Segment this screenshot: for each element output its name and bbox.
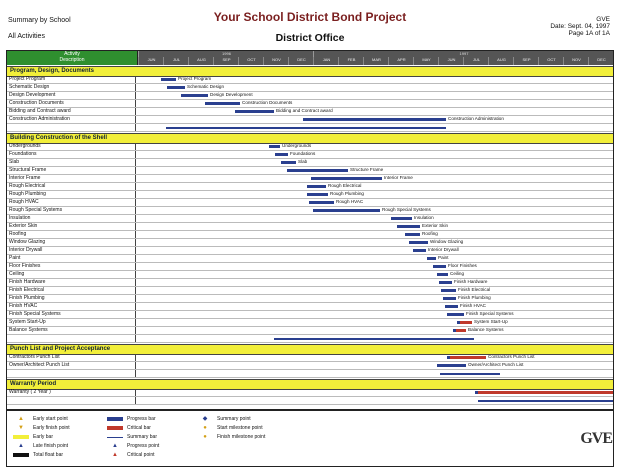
timeline-month: NOV xyxy=(263,57,289,65)
activity-row[interactable] xyxy=(7,84,613,92)
legend-item xyxy=(13,434,53,440)
bar-label: Rough Special Systems xyxy=(382,207,431,212)
progress-point xyxy=(167,86,170,89)
activity-label: Floor Finishes xyxy=(9,263,136,270)
activity-row[interactable] xyxy=(7,167,613,175)
bar-label: Paint xyxy=(438,255,449,260)
progress-point xyxy=(287,169,290,172)
summary-bar xyxy=(440,373,500,375)
activity-row[interactable] xyxy=(7,183,613,191)
section-title: Punch List and Project Acceptance xyxy=(10,346,111,352)
critical-bar[interactable] xyxy=(460,321,472,324)
summary-row xyxy=(7,335,613,343)
activity-label: Owner/Architect Punch List xyxy=(9,362,136,369)
progress-bar[interactable] xyxy=(164,78,176,81)
report-date: Date: Sept. 04, 1997 xyxy=(550,23,610,30)
summary-bar xyxy=(166,127,446,129)
diamond-icon: ◆ xyxy=(202,416,208,422)
bar-label: Design Development xyxy=(210,92,253,97)
activity-label: Ceiling xyxy=(9,271,136,278)
bar-label: Rough Electrical xyxy=(328,183,362,188)
bar-label: Insulation xyxy=(414,215,434,220)
progress-bar[interactable] xyxy=(314,177,382,180)
bar-label: Window Glazing xyxy=(430,239,464,244)
activity-label: Finish Special Systems xyxy=(9,311,136,318)
legend-label: Progress bar xyxy=(127,416,156,422)
progress-point xyxy=(307,193,310,196)
bar-label: Construction Administration xyxy=(448,116,504,121)
activity-header-line2: Description xyxy=(59,57,85,63)
progress-bar[interactable] xyxy=(436,265,446,268)
activity-label: Window Glazing xyxy=(9,239,136,246)
progress-point xyxy=(161,78,164,81)
legend xyxy=(6,410,614,467)
bar-label: Contractors Punch List xyxy=(488,354,535,359)
activity-label: Schematic Design xyxy=(9,84,136,91)
timeline-month: JUL xyxy=(463,57,489,65)
activity-row[interactable] xyxy=(7,295,613,303)
critical-bar[interactable] xyxy=(450,356,486,359)
progress-bar[interactable] xyxy=(408,233,420,236)
line-icon xyxy=(107,437,123,438)
activity-row[interactable] xyxy=(7,303,613,311)
activity-label: Structural Frame xyxy=(9,167,136,174)
bar-label: Construction Documents xyxy=(242,100,293,105)
progress-bar[interactable] xyxy=(316,209,380,212)
critical-bar[interactable] xyxy=(456,329,466,332)
bar-label: Finish Hardware xyxy=(454,279,488,284)
bar-label: Project Program xyxy=(178,76,212,81)
progress-bar[interactable] xyxy=(440,273,448,276)
bar-label: Finish Electrical xyxy=(458,287,491,292)
legend-label: Finish milestone point xyxy=(217,434,266,440)
activity-label: Project Program xyxy=(9,76,136,83)
progress-bar[interactable] xyxy=(290,169,348,172)
activity-row[interactable] xyxy=(7,389,613,397)
timeline-month: AUG xyxy=(488,57,514,65)
bar-label: Interior Drywall xyxy=(428,247,459,252)
activity-row[interactable] xyxy=(7,271,613,279)
bar-label: Balance Systems xyxy=(468,327,504,332)
progress-point xyxy=(413,249,416,252)
bar-label: Roofing xyxy=(422,231,438,236)
progress-point xyxy=(445,305,448,308)
activity-row[interactable] xyxy=(7,247,613,255)
activity-row[interactable] xyxy=(7,76,613,84)
bar-label: Slab xyxy=(298,159,308,164)
legend-label: Summary point xyxy=(217,416,251,422)
activity-row[interactable] xyxy=(7,255,613,263)
activity-row[interactable] xyxy=(7,151,613,159)
bar-label: Rough Plumbing xyxy=(330,191,364,196)
legend-item xyxy=(13,416,68,422)
bar-icon xyxy=(13,435,29,439)
progress-bar[interactable] xyxy=(416,249,426,252)
summary-row xyxy=(7,370,613,378)
activity-label: Roofing xyxy=(9,231,136,238)
timeline-month: JUN xyxy=(438,57,464,65)
summary-bar xyxy=(274,338,474,340)
legend-label: Critical bar xyxy=(127,425,151,431)
progress-bar[interactable] xyxy=(310,185,326,188)
progress-point xyxy=(303,118,306,121)
project-subtitle: District Office xyxy=(275,32,345,44)
bar-label: Interior Frame xyxy=(384,175,413,180)
activity-label: Finish Plumbing xyxy=(9,295,136,302)
activity-label: Rough HVAC xyxy=(9,199,136,206)
progress-bar[interactable] xyxy=(208,102,240,105)
legend-label: Critical point xyxy=(127,452,155,458)
activity-header-line1: Activity xyxy=(64,51,80,57)
activity-row[interactable] xyxy=(7,100,613,108)
legend-label: Late finish point xyxy=(33,443,69,449)
activity-label: Paint xyxy=(9,255,136,262)
progress-point xyxy=(475,391,478,394)
progress-point xyxy=(447,313,450,316)
legend-item xyxy=(107,434,157,440)
progress-point xyxy=(447,356,450,359)
timeline-month: JAN xyxy=(313,57,339,65)
bar-label: System Start-Up xyxy=(474,319,508,324)
timeline-month: SEP xyxy=(513,57,539,65)
legend-item xyxy=(107,425,151,431)
activity-row[interactable] xyxy=(7,108,613,116)
activity-row[interactable] xyxy=(7,319,613,327)
activity-label: Finish Electrical xyxy=(9,287,136,294)
bar-icon xyxy=(107,426,123,430)
page-number: Page 1A of 1A xyxy=(568,30,610,37)
activity-label: Rough Plumbing xyxy=(9,191,136,198)
progress-bar[interactable] xyxy=(170,86,185,89)
progress-point xyxy=(441,289,444,292)
timeline-month: OCT xyxy=(538,57,564,65)
legend-item xyxy=(13,443,68,449)
activity-row[interactable] xyxy=(7,287,613,295)
activity-label: Construction Documents xyxy=(9,100,136,107)
progress-bar[interactable] xyxy=(440,364,466,367)
triangle-up-icon: ▲ xyxy=(18,416,24,422)
critical-bar[interactable] xyxy=(478,391,613,394)
activity-row[interactable] xyxy=(7,143,613,151)
activity-row[interactable] xyxy=(7,362,613,370)
activity-row[interactable] xyxy=(7,327,613,335)
progress-point xyxy=(409,241,412,244)
progress-point xyxy=(307,185,310,188)
progress-bar[interactable] xyxy=(284,161,296,164)
bar-label: Owner/Architect Punch List xyxy=(468,362,524,367)
summary-label xyxy=(9,370,136,377)
progress-bar[interactable] xyxy=(444,289,456,292)
progress-point xyxy=(313,209,316,212)
bar-label: Structure Frame xyxy=(350,167,384,172)
timeline-month: MAY xyxy=(413,57,439,65)
bar-label: Exterior Skin xyxy=(422,223,449,228)
report-header xyxy=(0,0,620,48)
progress-point xyxy=(437,273,440,276)
progress-point xyxy=(311,177,314,180)
legend-label: Progress point xyxy=(127,443,160,449)
activity-row[interactable] xyxy=(7,199,613,207)
summary-row xyxy=(7,124,613,132)
activity-row[interactable] xyxy=(7,159,613,167)
activity-label: Exterior Skin xyxy=(9,223,136,230)
legend-item xyxy=(13,425,70,431)
summary-bar xyxy=(478,400,613,402)
progress-point xyxy=(181,94,184,97)
legend-label: Summary bar xyxy=(127,434,158,440)
timeline-month: JUL xyxy=(163,57,189,65)
circle-icon: ● xyxy=(203,425,207,431)
triangle-up-icon: ▲ xyxy=(18,443,24,449)
section-title: Warranty Period xyxy=(10,381,57,387)
summary-label xyxy=(9,397,136,404)
progress-bar[interactable] xyxy=(400,225,420,228)
progress-bar[interactable] xyxy=(442,281,452,284)
activity-row[interactable] xyxy=(7,191,613,199)
progress-bar[interactable] xyxy=(310,193,328,196)
progress-point xyxy=(269,145,272,148)
activity-label: Contractors Punch List xyxy=(9,354,136,361)
legend-label: Start milestone point xyxy=(217,425,263,431)
timeline-month: NOV xyxy=(563,57,589,65)
timeline-month: AUG xyxy=(188,57,214,65)
activity-row[interactable] xyxy=(7,354,613,362)
activity-label: Warranty ( 2 Year ) xyxy=(9,389,136,396)
activity-row[interactable] xyxy=(7,175,613,183)
timeline-month: DEC xyxy=(288,57,314,65)
activity-label: Rough Special Systems xyxy=(9,207,136,214)
activity-label: Interior Drywall xyxy=(9,247,136,254)
timeline-month: OCT xyxy=(238,57,264,65)
legend-item xyxy=(197,434,265,440)
progress-bar[interactable] xyxy=(312,201,334,204)
timeline-month: SEP xyxy=(213,57,239,65)
legend-item xyxy=(107,416,156,422)
timeline-month: MAR xyxy=(363,57,389,65)
progress-point xyxy=(391,217,394,220)
progress-point xyxy=(433,265,436,268)
progress-point xyxy=(427,257,430,260)
bar-label: Schematic Design xyxy=(187,84,225,89)
activity-label: Interior Frame xyxy=(9,175,136,182)
timeline-month: DEC xyxy=(588,57,614,65)
legend-label: Early finish point xyxy=(33,425,70,431)
timeline-year: 1996 xyxy=(138,51,314,57)
activity-label: Construction Administration xyxy=(9,116,136,123)
activity-row[interactable] xyxy=(7,279,613,287)
activity-row[interactable] xyxy=(7,263,613,271)
report-meta xyxy=(550,16,610,37)
summary-row xyxy=(7,397,613,405)
progress-bar[interactable] xyxy=(448,305,458,308)
activity-row[interactable] xyxy=(7,223,613,231)
summary-label xyxy=(9,124,136,131)
progress-point xyxy=(281,161,284,164)
bar-label: Finish Plumbing xyxy=(458,295,491,300)
bar-label: Bidding and Contract award xyxy=(276,108,333,113)
progress-bar[interactable] xyxy=(450,313,464,316)
timeline-month: FEB xyxy=(338,57,364,65)
gantt-chart xyxy=(6,50,614,410)
activity-label: Foundations xyxy=(9,151,136,158)
activities-filter-label: All Activities xyxy=(8,33,45,40)
progress-point xyxy=(453,329,456,332)
company-code: GVE xyxy=(596,16,610,23)
progress-bar[interactable] xyxy=(446,297,456,300)
progress-point xyxy=(275,153,278,156)
progress-bar[interactable] xyxy=(306,118,446,121)
timeline-month: APR xyxy=(388,57,414,65)
legend-item xyxy=(197,425,263,431)
activity-row[interactable] xyxy=(7,239,613,247)
bar-label: Ceiling xyxy=(450,271,465,276)
bar-label: Undergrounds xyxy=(282,143,312,148)
progress-point xyxy=(309,201,312,204)
bar-icon xyxy=(107,417,123,421)
activity-label: Design Development xyxy=(9,92,136,99)
activity-row[interactable] xyxy=(7,311,613,319)
progress-point xyxy=(235,110,238,113)
activity-row[interactable] xyxy=(7,207,613,215)
legend-label: Total float bar xyxy=(33,452,64,458)
legend-item xyxy=(107,443,159,449)
timeline-header xyxy=(138,51,613,65)
progress-point xyxy=(437,364,440,367)
progress-point xyxy=(397,225,400,228)
bar-icon xyxy=(13,453,29,457)
bar-label: Finish Special Systems xyxy=(466,311,514,316)
activity-label: Slab xyxy=(9,159,136,166)
activity-row[interactable] xyxy=(7,116,613,124)
legend-label: Early bar xyxy=(33,434,54,440)
triangle-down-icon: ▼ xyxy=(18,425,24,431)
triangle-up-icon: ▲ xyxy=(112,443,118,449)
progress-point xyxy=(443,297,446,300)
progress-point xyxy=(439,281,442,284)
activity-label: Insulation xyxy=(9,215,136,222)
report-scope-label: Summary by School xyxy=(8,17,71,24)
activity-column-header xyxy=(7,51,138,65)
activity-label: Finish Hardware xyxy=(9,279,136,286)
project-title: Your School District Bond Project xyxy=(213,10,407,24)
progress-point xyxy=(457,321,460,324)
activity-label: System Start-Up xyxy=(9,319,136,326)
company-logo: GVE xyxy=(580,430,612,447)
section-title: Building Construction of the Shell xyxy=(10,135,107,141)
bar-label: Finish HVAC xyxy=(460,303,486,308)
legend-item xyxy=(197,416,251,422)
section-title: Program, Design, Documents xyxy=(10,68,95,74)
progress-bar[interactable] xyxy=(430,257,436,260)
activity-label: Rough Electrical xyxy=(9,183,136,190)
legend-item xyxy=(107,452,155,458)
legend-item xyxy=(13,452,63,458)
circle-icon: ● xyxy=(203,434,207,440)
timeline-year: 1997 xyxy=(313,51,614,57)
legend-label: Early start point xyxy=(33,416,68,422)
progress-bar[interactable] xyxy=(238,110,274,113)
timeline-month: JUN xyxy=(138,57,164,65)
activity-label: Undergrounds xyxy=(9,143,136,150)
bar-label: Rough HVAC xyxy=(336,199,364,204)
activity-row[interactable] xyxy=(7,215,613,223)
summary-label xyxy=(9,335,136,342)
activity-label: Bidding and Contract award xyxy=(9,108,136,115)
bar-label: Floor Finishes xyxy=(448,263,477,268)
progress-bar[interactable] xyxy=(412,241,428,244)
progress-bar[interactable] xyxy=(394,217,412,220)
bar-label: Foundations xyxy=(290,151,316,156)
progress-bar[interactable] xyxy=(278,153,288,156)
progress-point xyxy=(405,233,408,236)
activity-label: Finish HVAC xyxy=(9,303,136,310)
activity-row[interactable] xyxy=(7,92,613,100)
progress-point xyxy=(205,102,208,105)
triangle-up-icon: ▲ xyxy=(112,452,118,458)
activity-label: Balance Systems xyxy=(9,327,136,334)
progress-bar[interactable] xyxy=(272,145,280,148)
progress-bar[interactable] xyxy=(184,94,208,97)
activity-row[interactable] xyxy=(7,231,613,239)
